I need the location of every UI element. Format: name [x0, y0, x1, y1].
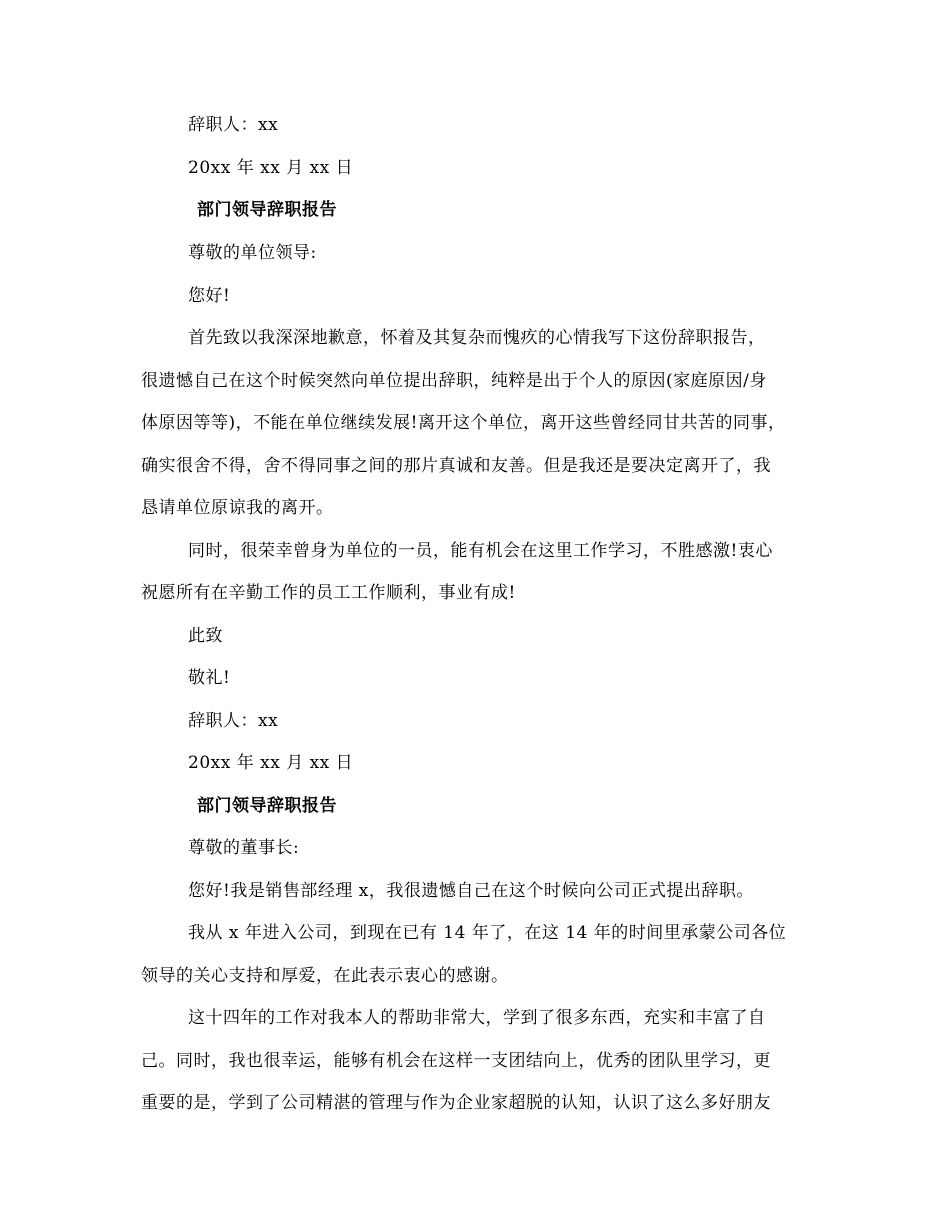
paragraph-line: 我从 x 年进入公司，到现在已有 14 年了，在这 14 年的时间里承蒙公司各位: [188, 923, 787, 943]
date-line: 20xx 年 xx 月 xx 日: [188, 158, 354, 178]
letter-title: 部门领导辞职报告: [197, 796, 337, 816]
resigner-line: 辞职人：xx: [188, 711, 279, 731]
paragraph-line: 祝愿所有在辛勤工作的员工工作顺利，事业有成!: [141, 583, 516, 603]
paragraph-line: 领导的关心支持和厚爱，在此表示衷心的感谢。: [141, 966, 509, 986]
paragraph-line: 这十四年的工作对我本人的帮助非常大，学到了很多东西，充实和丰富了自: [188, 1008, 766, 1028]
paragraph-line: 重要的是，学到了公司精湛的管理与作为企业家超脱的认知，认识了这么多好朋友: [141, 1093, 771, 1113]
paragraph-line: 确实很舍不得，舍不得同事之间的那片真诚和友善。但是我还是要决定离开了，我: [141, 456, 771, 476]
paragraph-line: 首先致以我深深地歉意，怀着及其复杂而愧疚的心情我写下这份辞职报告，: [188, 328, 766, 348]
salutation: 尊敬的单位领导:: [188, 243, 317, 263]
paragraph-line: 恳请单位原谅我的离开。: [141, 498, 334, 518]
paragraph-line: 同时，很荣幸曾身为单位的一员，能有机会在这里工作学习，不胜感激!衷心: [188, 541, 773, 561]
greeting: 您好!: [188, 286, 231, 306]
paragraph-line: 很遗憾自己在这个时候突然向单位提出辞职，纯粹是出于个人的原因(家庭原因/身: [141, 371, 767, 391]
paragraph-line: 体原因等等)，不能在单位继续发展!离开这个单位，离开这些曾经同甘共苦的同事，: [141, 413, 786, 433]
greeting: 您好!我是销售部经理 x，我很遗憾自己在这个时候向公司正式提出辞职。: [188, 881, 754, 901]
closing-line: 敬礼!: [188, 668, 231, 688]
closing-line: 此致: [188, 626, 223, 646]
salutation: 尊敬的董事长:: [188, 838, 300, 858]
date-line: 20xx 年 xx 月 xx 日: [188, 753, 354, 773]
paragraph-line: 己。同时，我也很幸运，能够有机会在这样一支团结向上，优秀的团队里学习，更: [141, 1051, 771, 1071]
resigner-line: 辞职人：xx: [188, 115, 279, 135]
letter-title: 部门领导辞职报告: [197, 200, 337, 220]
